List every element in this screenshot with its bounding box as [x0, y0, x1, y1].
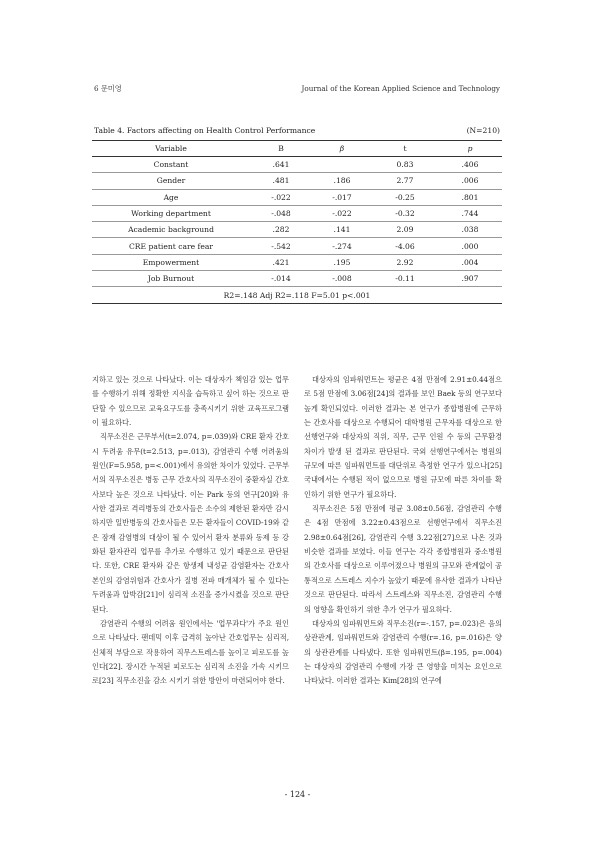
- page-author: 6 문미영: [94, 84, 122, 93]
- cell-variable: Academic background: [92, 222, 250, 238]
- cell-p: .406: [438, 157, 502, 173]
- table-footer-row: [92, 287, 502, 304]
- model-fit-summary: R2=.148 Adj R2=.118 F=5.01 p<.001: [92, 287, 502, 304]
- regression-table: [92, 140, 502, 304]
- cell-b: .481: [250, 173, 312, 189]
- cell-b: .641: [250, 157, 312, 173]
- cell-b: -.542: [250, 238, 312, 254]
- table-row: [92, 271, 502, 287]
- page-number: - 124 -: [284, 790, 311, 799]
- header-variable: Variable: [155, 144, 187, 153]
- cell-b: .421: [250, 254, 312, 270]
- table-row: [92, 157, 502, 173]
- table-header-row: [92, 141, 502, 157]
- cell-variable: Constant: [92, 157, 250, 173]
- cell-t: -4.06: [372, 238, 438, 254]
- results-table-block: [92, 126, 502, 304]
- table-row: [92, 222, 502, 238]
- header-t: t: [403, 144, 407, 153]
- cell-variable: Gender: [92, 173, 250, 189]
- paragraph: 감염관리 수행의 어려움 원인에서는 '업무과다'가 주요 원인으로 나타났다. 팬데믹 이후 급격히 높아난 간호업무는 심리적, 신체적 부담으로 작용하여 직무스트레스를 높이고 피로도를 높인다[22]. 장시간 누적된 피로도는 심리적 소진을 가속 시키므로[23] 직무소진을 감소 시키기 위한 방안이 마련되어야 한다.: [92, 618, 289, 686]
- paragraph: 직무소진은 5점 만점에 평균 3.08±0.56점, 감염관리 수행은 4점 만점에 3.22±0.43점으로 선행연구에서 직무소진 2.98±0.64점[26], 감염관리 수행 3.22점[27]으로 나온 것과 비슷한 결과를 보였다. 이들 연구는 각각 종합병원과 중소병원의 간호사를 대상으로 이루어졌으나 병원의 규모와 관계없이 공통적으로 스트레스 지수가 높았기 때문에 유사한 결과가 나타난 것으로 판단된다. 따라서 스트레스와 직무소진, 감염관리 수행의 영향을 확인하기 위한 추가 연구가 필요하다.: [304, 504, 502, 614]
- cell-b: -.022: [250, 189, 312, 205]
- cell-t: -0.11: [372, 271, 438, 287]
- cell-beta: -.022: [312, 205, 372, 221]
- cell-t: 2.77: [372, 173, 438, 189]
- cell-variable: Job Burnout: [92, 271, 250, 287]
- cell-beta: -.017: [312, 189, 372, 205]
- cell-variable: CRE patient care fear: [92, 238, 250, 254]
- cell-beta: [312, 157, 372, 173]
- paragraph: 직무소진은 근무부서(t=2.074, p=.039)와 CRE 환자 간호 시 두려움 유무(t=2.513, p=.013), 감염관리 수행 어려움의 원인(F=5.958, p=<.001)에서 유의한 차이가 있었다. 근무부서의 직무소진은 병동 근무 간호사의 직무소진이 중환자실 간호사보다 높은 것으로 나타났다. 이는 Park 등의 연구[20]와 유사한 결과로 격리병동의 간호사들은 소수의 제한된 환자만 감시하지만 일반병동의 간호사들은 모든 환자들이 COVID-19와 같은 잠재 감염병의 대상이 될 수 있어서 환자 분류와 동제 등 강화된 환자관리 업무를 추가로 수행하고 있기 때문으로 판단된다. 또한, CRE 환자와 같은 항생제 내성균 감염환자는 간호사 본인의 감염위험과 간호사가 질병 전파 매개체가 될 수 있다는 두려움과 압박감[21]이 심리적 소진을 증가시켰을 것으로 판단된다.: [92, 432, 289, 614]
- cell-beta: .195: [312, 254, 372, 270]
- cell-t: -0.32: [372, 205, 438, 221]
- table-row: [92, 238, 502, 254]
- cell-b: -.014: [250, 271, 312, 287]
- cell-t: 2.09: [372, 222, 438, 238]
- header-p: p: [467, 144, 473, 153]
- table-caption-row: [92, 126, 502, 140]
- header-b: B: [278, 144, 284, 153]
- cell-beta: -.008: [312, 271, 372, 287]
- table-caption: Table 4. Factors affecting on Health Control Performance: [94, 126, 316, 135]
- right-column: [304, 373, 502, 689]
- cell-t: 0.83: [372, 157, 438, 173]
- cell-p: .006: [438, 173, 502, 189]
- cell-variable: Empowerment: [92, 254, 250, 270]
- left-column: [92, 373, 289, 689]
- cell-p: .907: [438, 271, 502, 287]
- cell-beta: .141: [312, 222, 372, 238]
- paragraph: 지하고 있는 것으로 나타났다. 이는 대상자가 책임감 있는 업무를 수행하기 위해 정확한 지식을 습득하고 싶어 하는 것으로 판단할 수 있으므로 교육요구도를 충족시키기 위한 교육프로그램이 필요하다.: [92, 375, 289, 428]
- header-beta: β: [339, 144, 345, 153]
- cell-t: -0.25: [372, 189, 438, 205]
- cell-beta: -.274: [312, 238, 372, 254]
- cell-b: -.048: [250, 205, 312, 221]
- table-row: [92, 254, 502, 270]
- cell-variable: Age: [92, 189, 250, 205]
- running-header: [94, 84, 500, 96]
- paragraph: 대상자의 임파워먼트는 평균은 4점 만점에 2.91±0.44점으로 5점 만점에 3.06점[24]의 결과를 보인 Baek 등의 연구보다 높게 확인되었다. 이러한 결과는 본 연구가 종합병원에 근무하는 간호사를 대상으로 수행되어 대학병원 근무자를 대상으로 한 선행연구와 대상자의 직위, 직무, 근무 인원 수 등의 근무환경 차이가 발생 된 결과로 판단된다. 국외 선행연구에서는 병원의 규모에 따른 임파워먼트를 대단위로 측정한 연구가 있으나[25] 국내에서는 수행된 적이 없으므로 병원 규모에 따른 차이를 확인하기 위한 연구가 필요하다.: [304, 375, 502, 499]
- cell-beta: .186: [312, 173, 372, 189]
- table-sample-size: (N=210): [466, 126, 500, 135]
- cell-p: .004: [438, 254, 502, 270]
- cell-p: .801: [438, 189, 502, 205]
- table-row: [92, 205, 502, 221]
- cell-variable: Working department: [92, 205, 250, 221]
- cell-p: .744: [438, 205, 502, 221]
- cell-t: 2.92: [372, 254, 438, 270]
- paragraph: 대상자의 임파워먼트와 직무소진(r=-.157, p=.023)은 음의 상관관계, 임파워먼트와 감염관리 수행(r=.16, p=.016)은 양의 상관관계를 나타냈다. 또한 임파워먼트(β=.195, p=.004)는 대상자의 감염관리 수행에 가장 큰 영향을 미치는 요인으로 나타났다. 이러한 결과는 Kim[28]의 연구에: [304, 618, 502, 686]
- table-row: [92, 173, 502, 189]
- table-row: [92, 189, 502, 205]
- cell-b: .282: [250, 222, 312, 238]
- cell-p: .000: [438, 238, 502, 254]
- journal-name: Journal of the Korean Applied Science and Technology: [301, 84, 500, 93]
- cell-p: .038: [438, 222, 502, 238]
